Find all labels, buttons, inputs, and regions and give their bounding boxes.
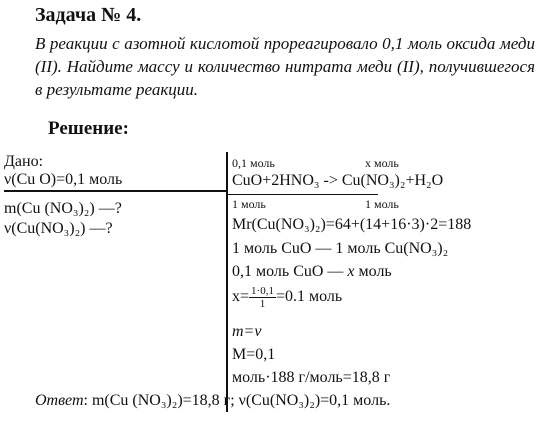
molar-mass-value: M=0,1 [232,346,276,363]
given-value: ν(Cu O)=0,1 моль [4,171,123,188]
ratio-line-2: 0,1 моль CuO — x моль [232,263,392,280]
find-mass: m(Cu (NO₃)₂) —? [4,200,122,217]
above-product: x моль [365,156,399,170]
answer-line: Ответ: m(Cu (NO₃)₂)=18,8 г; ν(Cu(NO₃)₂)=0,1 моль. [35,392,391,409]
answer-label: Ответ [35,392,84,409]
given-divider [4,190,228,192]
below-reactant: 1 моль [232,197,266,211]
equation-underline [228,194,378,195]
solution-heading: Решение: [48,118,129,139]
problem-statement: В реакции с азотной кислотой прореагировало 0,1 моль оксида меди (II). Найдите массу и количество нитрата меди (II), получившегося в результате реакции. [35,34,535,99]
task-title: Задача № 4. [35,4,142,26]
x-fraction: $\frac{1\cdot 0,1}{1}$ [251,285,274,310]
vertical-divider [226,152,228,412]
below-product: 1 моль [365,197,399,211]
above-reactant: 0,1 моль [232,156,275,170]
x-calculation: x= $\frac{1\cdot 0,1}{1}$ =0.1 моль [232,285,343,310]
find-amount: ν(Cu(NO₃)₂) —? [4,220,113,237]
reaction-equation: CuO+2HNO₃ -> Cu(NO₃)₂+H₂O [232,172,444,189]
molar-mass-line: Mr(Cu(NO₃)₂)=64+(14+16·3)·2=188 [232,216,472,233]
mass-formula: m=ν [232,323,262,340]
ratio-line-1: 1 моль CuO — 1 моль Cu(NO₃)₂ [232,240,449,257]
given-label: Дано: [4,153,44,170]
mass-calculation: моль·188 г/моль=18,8 г [232,369,391,386]
